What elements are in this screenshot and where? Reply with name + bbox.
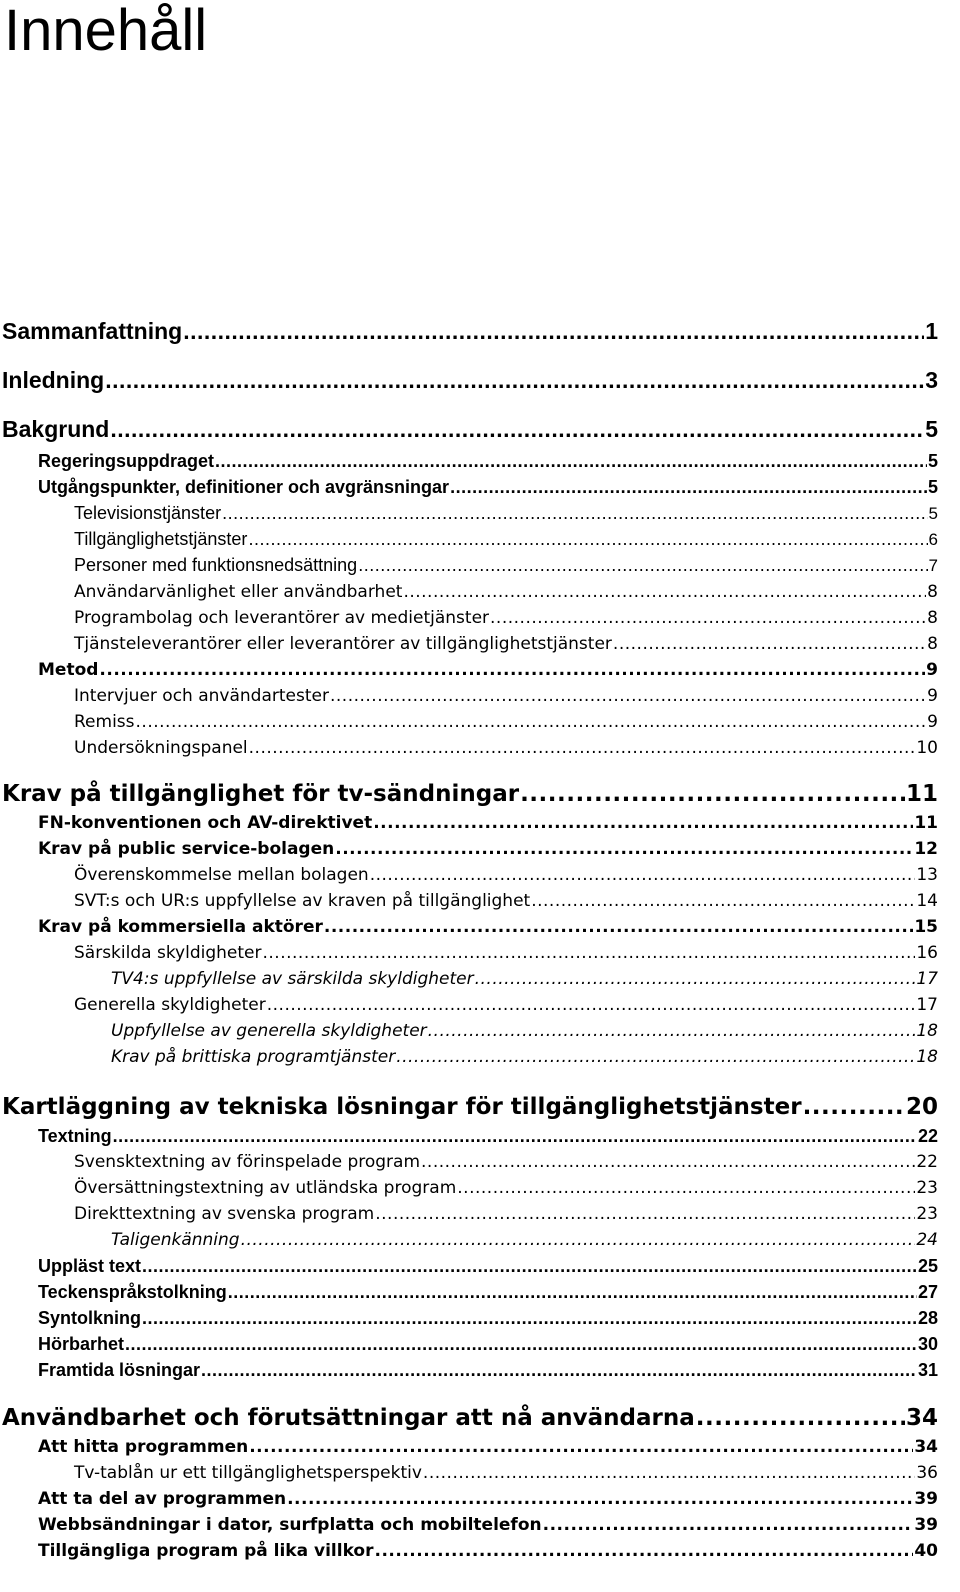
- toc-entry-page: 34: [914, 1437, 938, 1457]
- toc-dot-leader: [99, 660, 925, 680]
- toc-dot-leader: [696, 1405, 905, 1431]
- toc-entry-page: 14: [916, 891, 938, 911]
- toc-entry-page: 23: [916, 1178, 938, 1198]
- toc-dot-leader: [396, 1047, 915, 1067]
- toc-entry-text: Televisionstjänster: [74, 503, 222, 523]
- toc-entry[interactable]: [0, 969, 960, 989]
- toc-entry[interactable]: [0, 582, 960, 602]
- toc-entry[interactable]: [0, 1308, 960, 1329]
- toc-entry-text: Framtida lösningar: [38, 1360, 201, 1380]
- toc-entry-text: Uppfyllelse av generella skyldigheter: [111, 1021, 427, 1041]
- toc-dot-leader: [490, 608, 926, 628]
- toc-entry[interactable]: [0, 1489, 960, 1509]
- toc-entry-text: SVT:s och UR:s uppfyllelse av kraven på tillgänglighet: [74, 891, 531, 911]
- toc-dot-leader: [324, 917, 913, 937]
- toc-entry[interactable]: [0, 555, 960, 576]
- toc-dot-leader: [267, 995, 916, 1015]
- toc-dot-leader: [450, 477, 927, 498]
- toc-entry[interactable]: [0, 712, 960, 732]
- toc-dot-leader: [375, 1204, 915, 1224]
- toc-entry-text: Metod: [38, 660, 99, 680]
- toc-entry[interactable]: [0, 318, 960, 345]
- toc-entry-text: Hörbarhet: [38, 1334, 125, 1354]
- toc-dot-leader: [457, 1178, 915, 1198]
- toc-entry[interactable]: [0, 686, 960, 706]
- toc-entry-page: 1: [925, 318, 938, 344]
- toc-entry-text: Tjänsteleverantörer eller leverantörer av tillgänglighetstjänster: [74, 634, 612, 654]
- toc-dot-leader: [475, 969, 916, 989]
- toc-dot-leader: [249, 738, 916, 758]
- toc-entry[interactable]: [0, 1405, 960, 1431]
- toc-dot-leader: [228, 1282, 917, 1303]
- toc-entry-page: 8: [927, 608, 938, 628]
- toc-entry[interactable]: [0, 1256, 960, 1277]
- toc-dot-leader: [803, 1094, 905, 1120]
- toc-entry[interactable]: [0, 1126, 960, 1147]
- toc-entry-text: Uppläst text: [38, 1256, 142, 1276]
- toc-entry-page: 3: [925, 367, 938, 393]
- toc-dot-leader: [543, 1515, 914, 1535]
- toc-dot-leader: [335, 839, 913, 859]
- toc-entry[interactable]: [0, 367, 960, 394]
- toc-entry-page: 20: [905, 1094, 938, 1120]
- toc-dot-leader: [263, 943, 916, 963]
- toc-entry[interactable]: [0, 1360, 960, 1381]
- toc-entry-text: Programbolag och leverantörer av medietjänster: [74, 608, 490, 628]
- toc-dot-leader: [373, 813, 913, 833]
- toc-dot-leader: [531, 891, 915, 911]
- toc-entry-text: Tv-tablån ur ett tillgänglighetsperspektiv: [74, 1463, 422, 1483]
- toc-entry[interactable]: [0, 1515, 960, 1535]
- toc-dot-leader: [125, 1334, 917, 1355]
- toc-entry-text: Att ta del av programmen: [38, 1489, 287, 1509]
- toc-entry-page: 23: [916, 1204, 938, 1224]
- toc-entry-page: 5: [925, 416, 938, 442]
- toc-dot-leader: [370, 865, 916, 885]
- toc-entry[interactable]: [0, 943, 960, 963]
- toc-entry-text: Svensktextning av förinspelade program: [74, 1152, 421, 1172]
- toc-dot-leader: [287, 1489, 913, 1509]
- toc-entry[interactable]: [0, 660, 960, 680]
- toc-entry-page: 39: [914, 1515, 938, 1535]
- toc-entry[interactable]: [0, 917, 960, 937]
- toc-dot-leader: [330, 686, 926, 706]
- toc-entry-page: 10: [916, 738, 938, 758]
- toc-entry-page: 11: [905, 781, 938, 807]
- toc-entry-page: 9: [927, 712, 938, 732]
- toc-entry[interactable]: [0, 839, 960, 859]
- toc-entry[interactable]: [0, 477, 960, 498]
- toc-entry-text: Krav på kommersiella aktörer: [38, 917, 323, 937]
- toc-entry-page: 25: [917, 1256, 938, 1276]
- toc-dot-leader: [249, 1437, 913, 1457]
- toc-entry[interactable]: [0, 1047, 960, 1067]
- toc-entry-page: 34: [905, 1405, 938, 1431]
- toc-entry[interactable]: [0, 416, 960, 443]
- toc-entry-page: 36: [916, 1463, 938, 1483]
- toc-dot-leader: [222, 503, 927, 524]
- toc-dot-leader: [241, 1230, 916, 1250]
- toc-entry-text: Överenskommelse mellan bolagen: [74, 865, 369, 885]
- toc-entry-text: Generella skyldigheter: [74, 995, 266, 1015]
- toc-entry-text: Remiss: [74, 712, 135, 732]
- toc-entry-page: 30: [917, 1334, 938, 1354]
- toc-entry-text: Särskilda skyldigheter: [74, 943, 262, 963]
- toc-entry-page: 16: [916, 943, 938, 963]
- toc-dot-leader: [113, 1126, 917, 1147]
- toc-dot-leader: [215, 451, 927, 472]
- toc-entry-page: 5: [927, 477, 938, 497]
- toc-dot-leader: [421, 1152, 915, 1172]
- toc-entry[interactable]: [0, 813, 960, 833]
- toc-entry-text: Bakgrund: [2, 416, 110, 442]
- toc-entry[interactable]: [0, 781, 960, 807]
- toc-entry[interactable]: [0, 451, 960, 472]
- toc-entry-text: Syntolkning: [38, 1308, 141, 1328]
- toc-entry-text: Översättningstextning av utländska program: [74, 1178, 457, 1198]
- toc-entry-page: 11: [914, 813, 938, 833]
- toc-entry[interactable]: [0, 1463, 960, 1483]
- toc-entry[interactable]: [0, 891, 960, 911]
- toc-entry-text: Textning: [38, 1126, 112, 1146]
- toc-entry-text: Utgångspunkter, definitioner och avgränsningar: [38, 477, 450, 497]
- toc-entry[interactable]: [0, 1094, 960, 1120]
- toc-dot-leader: [248, 529, 927, 550]
- toc-entry-page: 31: [917, 1360, 938, 1380]
- toc-entry-text: FN-konventionen och AV-direktivet: [38, 813, 373, 833]
- toc-dot-leader: [136, 712, 927, 732]
- toc-entry[interactable]: [0, 1178, 960, 1198]
- toc-entry[interactable]: [0, 503, 960, 524]
- toc-entry-page: 18: [916, 1021, 938, 1041]
- toc-dot-leader: [520, 781, 905, 807]
- toc-entry-text: Webbsändningar i dator, surfplatta och mobiltelefon: [38, 1515, 542, 1535]
- toc-entry-page: 22: [917, 1126, 938, 1146]
- toc-entry[interactable]: [0, 1282, 960, 1303]
- toc-entry-page: 9: [927, 686, 938, 706]
- toc-dot-leader: [105, 367, 924, 394]
- toc-entry[interactable]: [0, 1334, 960, 1355]
- toc-dot-leader: [142, 1256, 917, 1277]
- toc-entry[interactable]: [0, 634, 960, 654]
- toc-entry-text: Inledning: [2, 367, 105, 393]
- toc-entry-page: 17: [916, 969, 938, 989]
- toc-entry-page: 8: [927, 582, 938, 602]
- toc-entry-page: 24: [916, 1230, 938, 1250]
- toc-entry-page: 22: [916, 1152, 938, 1172]
- toc-entry-page: 27: [917, 1282, 938, 1302]
- toc-entry-page: 12: [914, 839, 938, 859]
- toc-entry[interactable]: [0, 529, 960, 550]
- toc-entry-text: Kartläggning av tekniska lösningar för tillgänglighetstjänster: [2, 1094, 802, 1120]
- toc-entry-page: 6: [928, 530, 938, 549]
- toc-entry[interactable]: [0, 1152, 960, 1172]
- toc-entry[interactable]: [0, 738, 960, 758]
- toc-entry-text: Undersökningspanel: [74, 738, 248, 758]
- toc-dot-leader: [142, 1308, 917, 1329]
- toc-entry-text: Sammanfattning: [2, 318, 183, 344]
- toc-entry-page: 9: [926, 660, 938, 680]
- toc-entry-text: Krav på tillgänglighet för tv-sändningar: [2, 781, 520, 807]
- toc-dot-leader: [110, 416, 924, 443]
- toc-entry-text: Personer med funktionsnedsättning: [74, 555, 358, 575]
- toc-entry-text: Tillgängliga program på lika villkor: [38, 1541, 374, 1561]
- toc-entry[interactable]: [0, 1021, 960, 1041]
- toc-entry[interactable]: [0, 1204, 960, 1224]
- toc-dot-leader: [613, 634, 926, 654]
- toc-entry-text: Krav på brittiska programtjänster: [111, 1047, 396, 1067]
- toc-entry-text: Tillgänglighetstjänster: [74, 529, 248, 549]
- toc-entry-text: TV4:s uppfyllelse av särskilda skyldigheter: [111, 969, 474, 989]
- toc-dot-leader: [428, 1021, 916, 1041]
- toc-dot-leader: [374, 1541, 913, 1561]
- toc-dot-leader: [201, 1360, 917, 1381]
- toc-entry-text: Användarvänlighet eller användbarhet: [74, 582, 403, 602]
- toc-entry-page: 13: [916, 865, 938, 885]
- toc-entry-text: Teckenspråkstolkning: [38, 1282, 227, 1302]
- toc-entry-page: 39: [914, 1489, 938, 1509]
- toc-dot-leader: [403, 582, 926, 602]
- toc-entry-page: 8: [927, 634, 938, 654]
- toc-entry-page: 17: [916, 995, 938, 1015]
- toc-entry-page: 7: [928, 556, 938, 575]
- toc-entry-page: 15: [914, 917, 938, 937]
- toc-entry-text: Taligenkänning: [111, 1230, 240, 1250]
- toc-entry[interactable]: [0, 1230, 960, 1250]
- toc-entry-page: 28: [917, 1308, 938, 1328]
- toc-dot-leader: [423, 1463, 915, 1483]
- toc-entry-page: 5: [928, 504, 938, 523]
- toc-entry-text: Regeringsuppdraget: [38, 451, 215, 471]
- toc-entry[interactable]: [0, 995, 960, 1015]
- toc-entry-text: Intervjuer och användartester: [74, 686, 329, 706]
- page-title: Innehåll: [4, 0, 208, 63]
- toc-entry[interactable]: [0, 865, 960, 885]
- toc-entry-page: 18: [916, 1047, 938, 1067]
- toc-entry[interactable]: [0, 1437, 960, 1457]
- toc-entry-text: Direkttextning av svenska program: [74, 1204, 375, 1224]
- toc-entry-page: 40: [914, 1541, 938, 1561]
- toc-entry-text: Användbarhet och förutsättningar att nå användarna: [2, 1405, 695, 1431]
- toc-entry-page: 5: [927, 451, 938, 471]
- toc-dot-leader: [183, 318, 924, 345]
- toc-entry[interactable]: [0, 1541, 960, 1561]
- toc-entry-text: Att hitta programmen: [38, 1437, 249, 1457]
- toc-entry[interactable]: [0, 608, 960, 628]
- toc-entry-text: Krav på public service-bolagen: [38, 839, 335, 859]
- toc-dot-leader: [358, 555, 927, 576]
